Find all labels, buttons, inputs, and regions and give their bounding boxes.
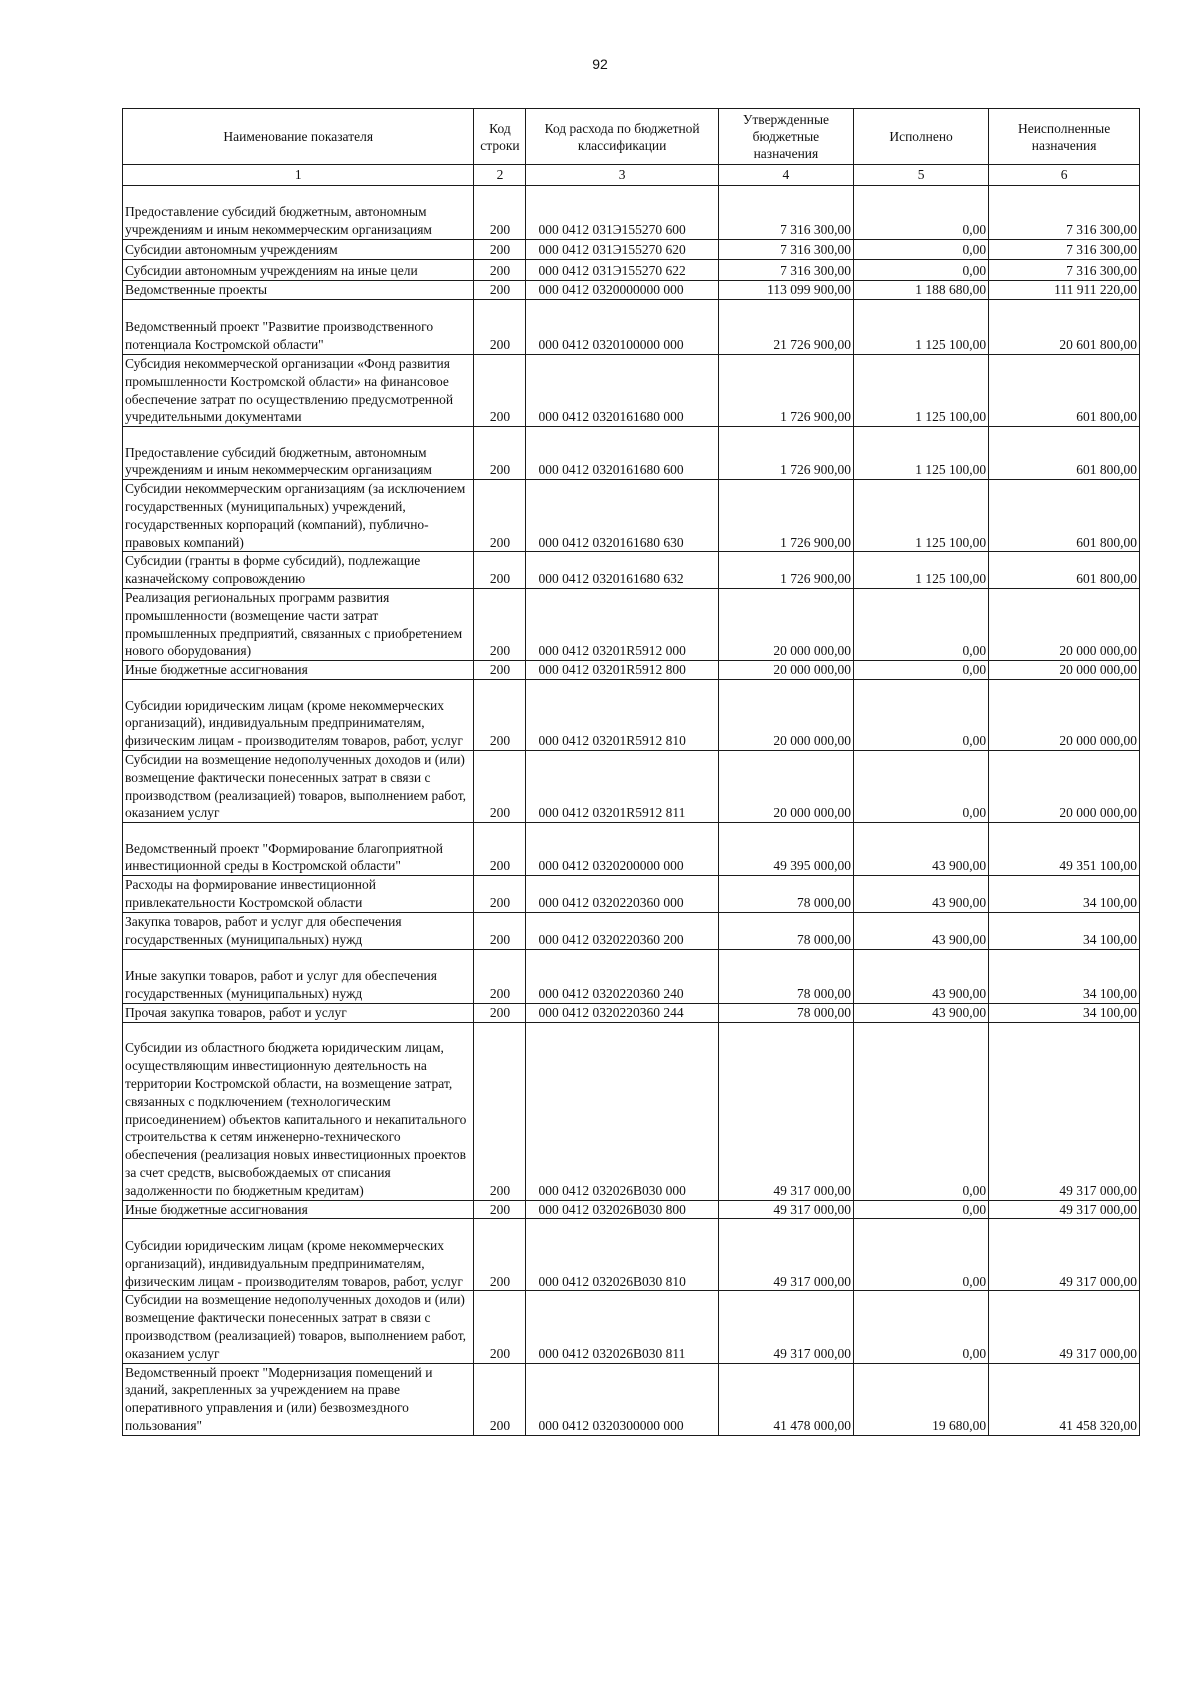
row-line-code: 200 xyxy=(474,355,526,427)
row-approved: 20 000 000,00 xyxy=(718,588,853,660)
table-row xyxy=(123,1219,1140,1291)
row-name: Ведомственный проект "Модернизация помещений и зданий, закрепленных за учреждением на праве оперативного управления и (или) безвозмездного пользования" xyxy=(123,1363,474,1435)
row-budget-code: 000 0412 0320220360 244 xyxy=(526,1003,718,1022)
table-row xyxy=(123,750,1140,822)
row-line-code: 200 xyxy=(474,240,526,260)
row-approved: 78 000,00 xyxy=(718,876,853,913)
table-row xyxy=(123,300,1140,355)
row-line-code: 200 xyxy=(474,588,526,660)
row-line-code: 200 xyxy=(474,480,526,552)
row-executed: 43 900,00 xyxy=(854,823,989,876)
row-name: Реализация региональных программ развития промышленности (возмещение части затрат промышленных предприятий, связанных с приобретением нового оборудования) xyxy=(123,588,474,660)
row-executed: 1 125 100,00 xyxy=(854,355,989,427)
row-name: Расходы на формирование инвестиционной привлекательности Костромской области xyxy=(123,876,474,913)
row-unexecuted: 20 000 000,00 xyxy=(989,588,1140,660)
row-budget-code: 000 0412 032026В030 810 xyxy=(526,1219,718,1291)
row-executed: 19 680,00 xyxy=(854,1363,989,1435)
row-budget-code: 000 0412 0320300000 000 xyxy=(526,1363,718,1435)
row-unexecuted: 601 800,00 xyxy=(989,552,1140,589)
row-name: Субсидии некоммерческим организациям (за исключением государственных (муниципальных) учреждений, государственных корпораций (компаний), публично-правовых компаний) xyxy=(123,480,474,552)
row-unexecuted: 20 000 000,00 xyxy=(989,750,1140,822)
row-unexecuted: 7 316 300,00 xyxy=(989,186,1140,240)
row-budget-code: 000 0412 031Э155270 622 xyxy=(526,260,718,281)
column-number: 1 xyxy=(123,165,474,186)
header-approved-appropriations: Утвержденные бюджетные назначения xyxy=(718,109,853,165)
table-row xyxy=(123,1363,1140,1435)
row-approved: 1 726 900,00 xyxy=(718,552,853,589)
table-row xyxy=(123,427,1140,480)
row-approved: 7 316 300,00 xyxy=(718,240,853,260)
row-budget-code: 000 0412 031Э155270 600 xyxy=(526,186,718,240)
row-unexecuted: 601 800,00 xyxy=(989,480,1140,552)
column-number: 3 xyxy=(526,165,718,186)
row-name: Ведомственные проекты xyxy=(123,281,474,300)
row-name: Предоставление субсидий бюджетным, автономным учреждениям и иным некоммерческим организациям xyxy=(123,427,474,480)
row-name: Иные бюджетные ассигнования xyxy=(123,1200,474,1219)
row-line-code: 200 xyxy=(474,661,526,680)
row-name: Субсидии на возмещение недополученных доходов и (или) возмещение фактически понесенных затрат в связи с производством (реализацией) товаров, выполнением работ, оказанием услуг xyxy=(123,1291,474,1363)
row-name: Субсидии на возмещение недополученных доходов и (или) возмещение фактически понесенных затрат в связи с производством (реализацией) товаров, выполнением работ, оказанием услуг xyxy=(123,750,474,822)
row-approved: 49 317 000,00 xyxy=(718,1022,853,1200)
row-unexecuted: 41 458 320,00 xyxy=(989,1363,1140,1435)
row-name: Субсидии из областного бюджета юридическим лицам, осуществляющим инвестиционную деятельность на территории Костромской области, на возмещение затрат, связанных с подключением (технологическим присоединением) объектов капитального и некапитального строительства к сетям инженерно-технического обеспечения (реализация новых инвестиционных проектов за счет средств, высвобождаемых от списания задолженности по бюджетным кредитам) xyxy=(123,1022,474,1200)
row-budget-code: 000 0412 03201R5912 811 xyxy=(526,750,718,822)
row-line-code: 200 xyxy=(474,823,526,876)
row-executed: 0,00 xyxy=(854,679,989,750)
row-budget-code: 000 0412 0320100000 000 xyxy=(526,300,718,355)
row-name: Субсидия некоммерческой организации «Фонд развития промышленности Костромской области» на финансовое обеспечение затрат по осуществлению предусмотренной учредительными документами xyxy=(123,355,474,427)
row-approved: 1 726 900,00 xyxy=(718,427,853,480)
row-approved: 78 000,00 xyxy=(718,912,853,949)
row-approved: 20 000 000,00 xyxy=(718,750,853,822)
header-budget-classification-code: Код расхода по бюджетной классификации xyxy=(526,109,718,165)
row-name: Ведомственный проект "Формирование благоприятной инвестиционной среды в Костромской области" xyxy=(123,823,474,876)
row-executed: 0,00 xyxy=(854,750,989,822)
column-number: 5 xyxy=(854,165,989,186)
row-unexecuted: 34 100,00 xyxy=(989,876,1140,913)
row-line-code: 200 xyxy=(474,186,526,240)
header-row xyxy=(123,109,1140,165)
table-row xyxy=(123,679,1140,750)
row-executed: 0,00 xyxy=(854,1200,989,1219)
table-row xyxy=(123,912,1140,949)
row-executed: 1 125 100,00 xyxy=(854,552,989,589)
row-budget-code: 000 0412 03201R5912 810 xyxy=(526,679,718,750)
row-budget-code: 000 0412 0320161680 632 xyxy=(526,552,718,589)
row-approved: 7 316 300,00 xyxy=(718,260,853,281)
column-number: 2 xyxy=(474,165,526,186)
row-approved: 20 000 000,00 xyxy=(718,661,853,680)
table-row xyxy=(123,588,1140,660)
row-executed: 1 188 680,00 xyxy=(854,281,989,300)
row-executed: 0,00 xyxy=(854,1291,989,1363)
row-line-code: 200 xyxy=(474,281,526,300)
row-executed: 43 900,00 xyxy=(854,876,989,913)
row-unexecuted: 20 000 000,00 xyxy=(989,661,1140,680)
row-executed: 0,00 xyxy=(854,260,989,281)
table-header xyxy=(123,109,1140,186)
column-number-row xyxy=(123,165,1140,186)
row-executed: 0,00 xyxy=(854,1022,989,1200)
row-executed: 0,00 xyxy=(854,661,989,680)
row-approved: 49 317 000,00 xyxy=(718,1291,853,1363)
row-name: Субсидии юридическим лицам (кроме некоммерческих организаций), индивидуальным предпринимателям, физическим лицам - производителям товаров, работ, услуг xyxy=(123,679,474,750)
row-line-code: 200 xyxy=(474,750,526,822)
row-budget-code: 000 0412 032026В030 811 xyxy=(526,1291,718,1363)
row-name: Ведомственный проект "Развитие производственного потенциала Костромской области" xyxy=(123,300,474,355)
row-budget-code: 000 0412 0320220360 000 xyxy=(526,876,718,913)
table-row xyxy=(123,552,1140,589)
row-line-code: 200 xyxy=(474,552,526,589)
row-name: Субсидии автономным учреждениям xyxy=(123,240,474,260)
row-approved: 21 726 900,00 xyxy=(718,300,853,355)
row-line-code: 200 xyxy=(474,679,526,750)
table-row xyxy=(123,1003,1140,1022)
row-executed: 0,00 xyxy=(854,186,989,240)
row-line-code: 200 xyxy=(474,1363,526,1435)
header-executed: Исполнено xyxy=(854,109,989,165)
row-approved: 41 478 000,00 xyxy=(718,1363,853,1435)
table-row xyxy=(123,823,1140,876)
column-number: 6 xyxy=(989,165,1140,186)
row-budget-code: 000 0412 0320161680 600 xyxy=(526,427,718,480)
row-line-code: 200 xyxy=(474,1219,526,1291)
row-line-code: 200 xyxy=(474,300,526,355)
row-approved: 49 317 000,00 xyxy=(718,1219,853,1291)
table-row xyxy=(123,1022,1140,1200)
row-unexecuted: 34 100,00 xyxy=(989,1003,1140,1022)
table-row xyxy=(123,355,1140,427)
row-budget-code: 000 0412 0320161680 630 xyxy=(526,480,718,552)
table-row xyxy=(123,949,1140,1003)
row-line-code: 200 xyxy=(474,427,526,480)
header-line-code: Код строки xyxy=(474,109,526,165)
row-approved: 49 395 000,00 xyxy=(718,823,853,876)
table-row xyxy=(123,1200,1140,1219)
table-row xyxy=(123,876,1140,913)
row-unexecuted: 20 601 800,00 xyxy=(989,300,1140,355)
row-line-code: 200 xyxy=(474,876,526,913)
row-unexecuted: 7 316 300,00 xyxy=(989,260,1140,281)
row-line-code: 200 xyxy=(474,1200,526,1219)
row-approved: 49 317 000,00 xyxy=(718,1200,853,1219)
row-executed: 43 900,00 xyxy=(854,949,989,1003)
row-line-code: 200 xyxy=(474,949,526,1003)
row-executed: 1 125 100,00 xyxy=(854,427,989,480)
row-budget-code: 000 0412 0320220360 240 xyxy=(526,949,718,1003)
row-name: Субсидии (гранты в форме субсидий), подлежащие казначейскому сопровождению xyxy=(123,552,474,589)
row-executed: 1 125 100,00 xyxy=(854,300,989,355)
row-approved: 78 000,00 xyxy=(718,949,853,1003)
row-name: Закупка товаров, работ и услуг для обеспечения государственных (муниципальных) нужд xyxy=(123,912,474,949)
row-unexecuted: 49 317 000,00 xyxy=(989,1291,1140,1363)
row-name: Субсидии автономным учреждениям на иные цели xyxy=(123,260,474,281)
row-approved: 1 726 900,00 xyxy=(718,480,853,552)
row-budget-code: 000 0412 0320200000 000 xyxy=(526,823,718,876)
table-row xyxy=(123,1291,1140,1363)
row-unexecuted: 20 000 000,00 xyxy=(989,679,1140,750)
row-name: Прочая закупка товаров, работ и услуг xyxy=(123,1003,474,1022)
row-budget-code: 000 0412 03201R5912 800 xyxy=(526,661,718,680)
table-row xyxy=(123,480,1140,552)
row-executed: 1 125 100,00 xyxy=(854,480,989,552)
row-budget-code: 000 0412 0320000000 000 xyxy=(526,281,718,300)
row-line-code: 200 xyxy=(474,1291,526,1363)
row-unexecuted: 34 100,00 xyxy=(989,912,1140,949)
row-unexecuted: 49 317 000,00 xyxy=(989,1219,1140,1291)
row-name: Предоставление субсидий бюджетным, автономным учреждениям и иным некоммерческим организациям xyxy=(123,186,474,240)
row-line-code: 200 xyxy=(474,1003,526,1022)
row-line-code: 200 xyxy=(474,260,526,281)
page-number: 92 xyxy=(592,56,608,72)
row-unexecuted: 7 316 300,00 xyxy=(989,240,1140,260)
row-budget-code: 000 0412 032026В030 000 xyxy=(526,1022,718,1200)
row-unexecuted: 601 800,00 xyxy=(989,427,1140,480)
row-executed: 0,00 xyxy=(854,1219,989,1291)
table-row xyxy=(123,260,1140,281)
row-executed: 0,00 xyxy=(854,588,989,660)
table-row xyxy=(123,661,1140,680)
row-unexecuted: 111 911 220,00 xyxy=(989,281,1140,300)
row-name: Субсидии юридическим лицам (кроме некоммерческих организаций), индивидуальным предпринимателям, физическим лицам - производителям товаров, работ, услуг xyxy=(123,1219,474,1291)
row-executed: 43 900,00 xyxy=(854,1003,989,1022)
table-row xyxy=(123,281,1140,300)
row-budget-code: 000 0412 0320220360 200 xyxy=(526,912,718,949)
row-unexecuted: 49 317 000,00 xyxy=(989,1200,1140,1219)
row-budget-code: 000 0412 031Э155270 620 xyxy=(526,240,718,260)
row-approved: 20 000 000,00 xyxy=(718,679,853,750)
row-name: Иные закупки товаров, работ и услуг для обеспечения государственных (муниципальных) нужд xyxy=(123,949,474,1003)
row-unexecuted: 49 351 100,00 xyxy=(989,823,1140,876)
row-line-code: 200 xyxy=(474,1022,526,1200)
header-unexecuted-appropriations: Неисполненные назначения xyxy=(989,109,1140,165)
row-unexecuted: 601 800,00 xyxy=(989,355,1140,427)
row-budget-code: 000 0412 0320161680 000 xyxy=(526,355,718,427)
row-unexecuted: 34 100,00 xyxy=(989,949,1140,1003)
table-row xyxy=(123,240,1140,260)
row-executed: 0,00 xyxy=(854,240,989,260)
row-budget-code: 000 0412 032026В030 800 xyxy=(526,1200,718,1219)
header-indicator-name: Наименование показателя xyxy=(123,109,474,165)
row-approved: 113 099 900,00 xyxy=(718,281,853,300)
budget-execution-table xyxy=(122,108,1140,1436)
column-number: 4 xyxy=(718,165,853,186)
row-approved: 7 316 300,00 xyxy=(718,186,853,240)
row-approved: 78 000,00 xyxy=(718,1003,853,1022)
row-budget-code: 000 0412 03201R5912 000 xyxy=(526,588,718,660)
table-body xyxy=(123,186,1140,1436)
row-executed: 43 900,00 xyxy=(854,912,989,949)
row-line-code: 200 xyxy=(474,912,526,949)
row-name: Иные бюджетные ассигнования xyxy=(123,661,474,680)
row-approved: 1 726 900,00 xyxy=(718,355,853,427)
table-row xyxy=(123,186,1140,240)
row-unexecuted: 49 317 000,00 xyxy=(989,1022,1140,1200)
